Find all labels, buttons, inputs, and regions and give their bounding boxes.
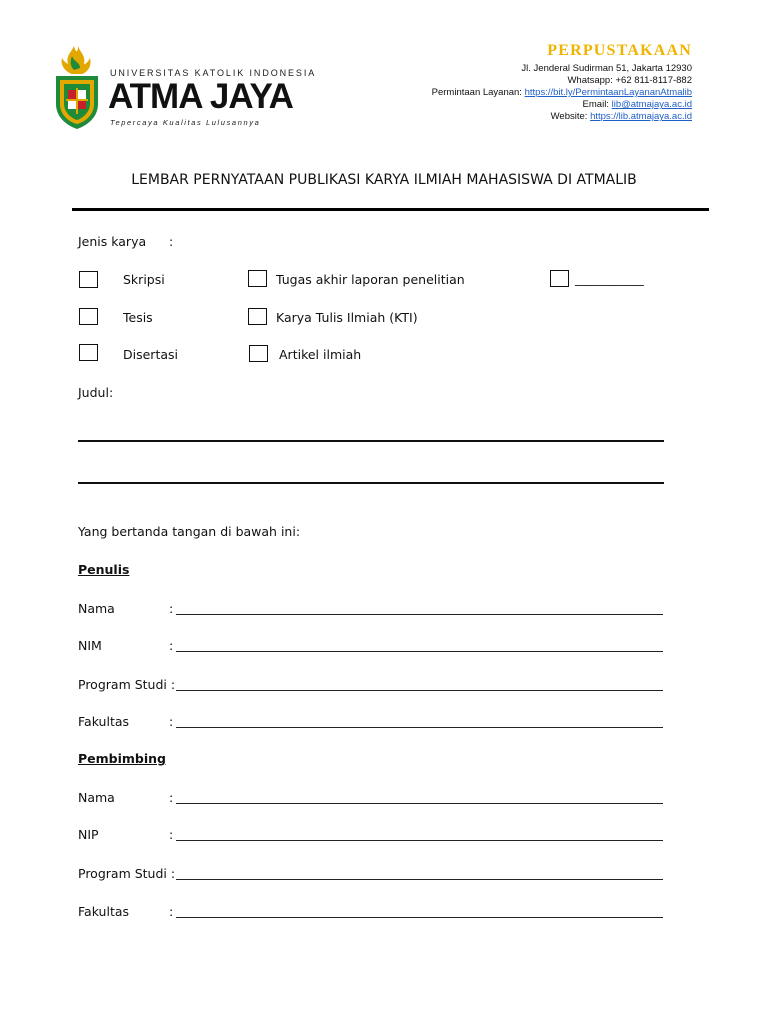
university-emblem-logo [52, 44, 102, 130]
pembimbing-nama-field[interactable] [176, 790, 663, 804]
email-line [583, 99, 692, 111]
website-line [551, 111, 692, 123]
penulis-nama-label: Nama [78, 601, 115, 616]
checkbox-artikel[interactable] [249, 345, 268, 362]
penulis-fakultas-colon: : [169, 714, 174, 729]
option-skripsi-label: Skripsi [123, 272, 165, 287]
option-artikel-label: Artikel ilmiah [279, 347, 362, 362]
checkbox-disertasi[interactable] [79, 344, 98, 361]
judul-line-1[interactable] [78, 440, 664, 442]
jenis-karya-label: Jenis karya [78, 234, 147, 249]
pembimbing-nip-field[interactable] [176, 827, 663, 841]
pembimbing-heading: Pembimbing [78, 751, 167, 766]
title-divider [72, 208, 709, 211]
website-label: Website: [550, 111, 591, 122]
brand-name: ATMA JAYA [108, 77, 293, 116]
judul-line-2[interactable] [78, 482, 664, 484]
penulis-nim-label: NIM [78, 638, 102, 653]
penulis-prodi-label: Program Studi : [78, 677, 176, 692]
pembimbing-nama-colon: : [169, 790, 174, 805]
tagline: Tepercaya Kualitas Lulusannya [110, 118, 261, 127]
whatsapp: Whatsapp: +62 811-8117-882 [567, 75, 692, 86]
email-link[interactable]: lib@atmajaya.ac.id [611, 99, 692, 110]
checkbox-other[interactable] [550, 270, 569, 287]
jenis-karya-colon: : [169, 234, 174, 249]
penulis-prodi-field[interactable] [176, 677, 663, 691]
option-tugas-akhir-label: Tugas akhir laporan penelitian [276, 272, 465, 287]
judul-label: Judul: [78, 385, 114, 400]
checkbox-tugas-akhir[interactable] [248, 270, 267, 287]
pembimbing-nip-label: NIP [78, 827, 99, 842]
intro-text: Yang bertanda tangan di bawah ini: [78, 524, 301, 539]
option-disertasi-label: Disertasi [123, 347, 178, 362]
penulis-fakultas-label: Fakultas [78, 714, 130, 729]
pembimbing-nip-colon: : [169, 827, 174, 842]
address: Jl. Jenderal Sudirman 51, Jakarta 12930 [521, 63, 692, 74]
penulis-nim-colon: : [169, 638, 174, 653]
email-label: Email: [582, 99, 612, 110]
penulis-nama-field[interactable] [176, 601, 663, 615]
service-request-line [432, 87, 692, 99]
form-title: LEMBAR PERNYATAAN PUBLIKASI KARYA ILMIAH MAHASISWA DI ATMALIB [131, 172, 637, 188]
service-request-label: Permintaan Layanan: [431, 87, 525, 98]
penulis-nama-colon: : [169, 601, 174, 616]
checkbox-kti[interactable] [248, 308, 267, 325]
checkbox-skripsi[interactable] [79, 271, 98, 288]
pembimbing-prodi-label: Program Studi : [78, 866, 176, 881]
pembimbing-fakultas-colon: : [169, 904, 174, 919]
pembimbing-prodi-field[interactable] [176, 866, 663, 880]
option-other-blank[interactable]: ___________ [575, 271, 644, 286]
pembimbing-nama-label: Nama [78, 790, 115, 805]
library-title: PERPUSTAKAAN [547, 42, 692, 59]
option-kti-label: Karya Tulis Ilmiah (KTI) [276, 310, 418, 325]
penulis-nim-field[interactable] [176, 638, 663, 652]
checkbox-tesis[interactable] [79, 308, 98, 325]
option-tesis-label: Tesis [123, 310, 153, 325]
pembimbing-fakultas-label: Fakultas [78, 904, 130, 919]
penulis-heading: Penulis [78, 562, 130, 577]
pembimbing-fakultas-field[interactable] [176, 904, 663, 918]
website-link[interactable]: https://lib.atmajaya.ac.id [590, 111, 692, 122]
university-label: UNIVERSITAS KATOLIK INDONESIA [110, 68, 317, 78]
penulis-fakultas-field[interactable] [176, 714, 663, 728]
service-request-link[interactable]: https://bit.ly/PermintaanLayananAtmalib [524, 87, 692, 98]
